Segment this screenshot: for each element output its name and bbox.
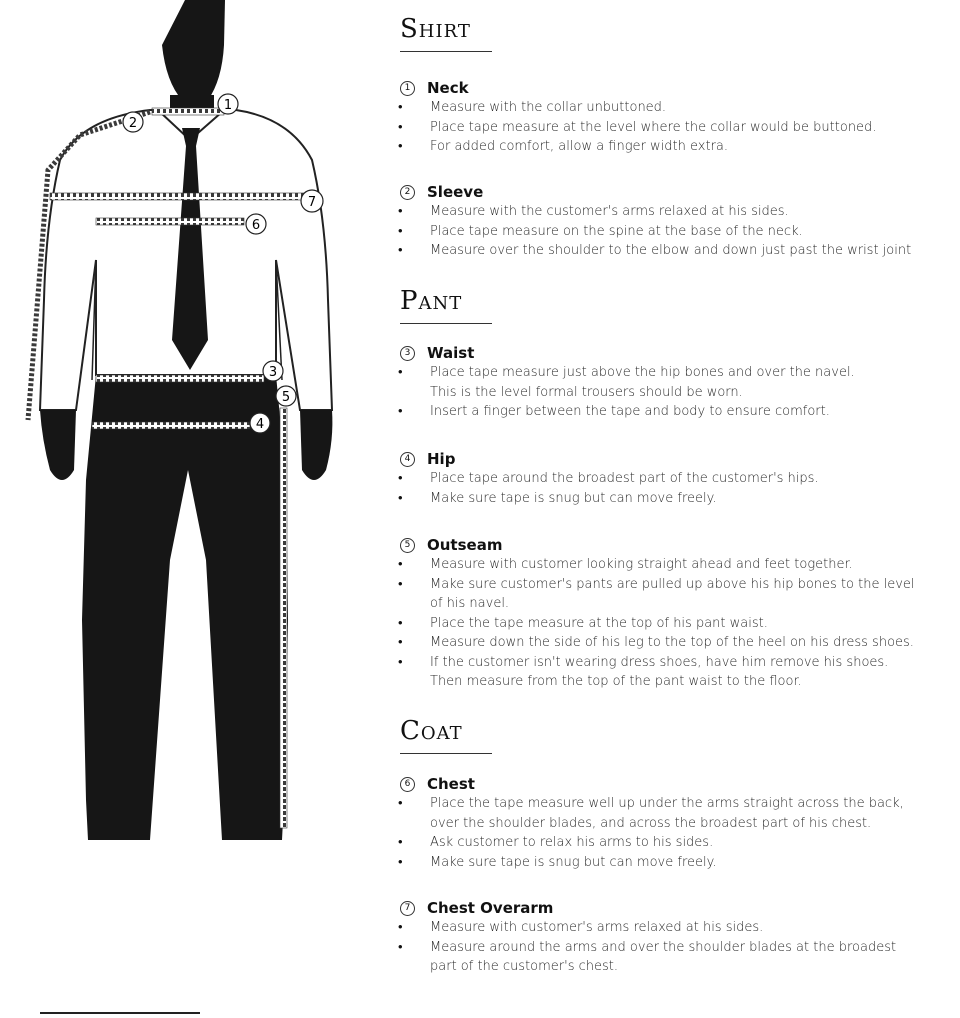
marker-3 bbox=[263, 361, 283, 381]
section-title-coat: Coat bbox=[400, 716, 463, 746]
item-waist bbox=[398, 343, 960, 422]
bullet-item: • Measure with the collar unbuttoned. bbox=[398, 98, 960, 118]
right-hand bbox=[300, 410, 332, 480]
svg-text:6: 6 bbox=[251, 218, 261, 233]
bullet-item: • Make sure customer's pants are pulled up above his hip bones to the level of his navel. bbox=[398, 575, 960, 614]
item-number-badge: 6 bbox=[400, 777, 415, 792]
section-title-shirt: Shirt bbox=[400, 14, 471, 44]
item-label: Hip bbox=[427, 450, 456, 468]
marker-7 bbox=[301, 190, 323, 212]
bottom-divider bbox=[40, 1012, 200, 1014]
bullet-list bbox=[398, 202, 960, 261]
left-hand bbox=[40, 410, 76, 480]
bullet-item: • If the customer isn't wearing dress shoes, have him remove his shoes. Then measure from the top of the pant waist to the floor. bbox=[398, 653, 960, 692]
svg-text:3: 3 bbox=[268, 365, 278, 380]
section-title-pant: Pant bbox=[400, 286, 463, 316]
bullet-item: • Measure around the arms and over the shoulder blades at the broadest part of the customer's chest. bbox=[398, 938, 960, 977]
instructions-column bbox=[398, 0, 960, 1018]
bullet-item: • Place the tape measure at the top of his pant waist. bbox=[398, 614, 960, 634]
item-number-badge: 4 bbox=[400, 452, 415, 467]
bullet-list bbox=[398, 98, 960, 157]
item-number-badge: 7 bbox=[400, 901, 415, 916]
bullet-list bbox=[398, 469, 960, 508]
item-sleeve bbox=[398, 182, 960, 261]
marker-4 bbox=[250, 413, 270, 433]
svg-text:5: 5 bbox=[281, 390, 291, 405]
item-label: Neck bbox=[427, 79, 469, 97]
svg-text:2: 2 bbox=[128, 116, 138, 131]
item-number-badge: 5 bbox=[400, 538, 415, 553]
head-silhouette bbox=[162, 0, 225, 105]
svg-text:4: 4 bbox=[255, 417, 265, 432]
bullet-item: • Measure down the side of his leg to the top of the heel on his dress shoes. bbox=[398, 633, 960, 653]
bullet-item: • Place tape around the broadest part of the customer's hips. bbox=[398, 469, 960, 489]
svg-text:1: 1 bbox=[223, 98, 233, 113]
item-outseam bbox=[398, 535, 960, 692]
item-chest bbox=[398, 774, 960, 872]
bullet-item: • Measure over the shoulder to the elbow and down just past the wrist joint bbox=[398, 241, 960, 261]
bullet-item: • Place the tape measure well up under the arms straight across the back, over the shoulder blades, and across the broadest part of his chest. bbox=[398, 794, 960, 833]
bullet-item: • Place tape measure at the level where the collar would be buttoned. bbox=[398, 118, 960, 138]
item-number-badge: 1 bbox=[400, 81, 415, 96]
trousers-silhouette bbox=[82, 375, 291, 840]
item-chest-overarm bbox=[398, 898, 960, 977]
bullet-item: • Place tape measure on the spine at the base of the neck. bbox=[398, 222, 960, 242]
item-label: Sleeve bbox=[427, 183, 484, 201]
measurement-figure bbox=[0, 0, 380, 1018]
marker-1 bbox=[218, 94, 238, 114]
bullet-item: • Make sure tape is snug but can move freely. bbox=[398, 853, 960, 873]
bullet-item: • Place tape measure just above the hip bones and over the navel. This is the level formal trousers should be worn. bbox=[398, 363, 960, 402]
item-label: Chest Overarm bbox=[427, 899, 554, 917]
bullet-list bbox=[398, 555, 960, 692]
marker-6 bbox=[246, 214, 266, 234]
item-hip bbox=[398, 449, 960, 508]
item-label: Outseam bbox=[427, 536, 503, 554]
bullet-item: • Measure with customer's arms relaxed at his sides. bbox=[398, 918, 960, 938]
bullet-item: • For added comfort, allow a finger width extra. bbox=[398, 137, 960, 157]
bullet-list bbox=[398, 794, 960, 872]
bullet-list bbox=[398, 918, 960, 977]
bullet-item: • Make sure tape is snug but can move freely. bbox=[398, 489, 960, 509]
item-label: Waist bbox=[427, 344, 475, 362]
bullet-item: • Ask customer to relax his arms to his sides. bbox=[398, 833, 960, 853]
item-label: Chest bbox=[427, 775, 475, 793]
item-number-badge: 3 bbox=[400, 346, 415, 361]
bullet-item: • Measure with the customer's arms relaxed at his sides. bbox=[398, 202, 960, 222]
bullet-item: • Measure with customer looking straight ahead and feet together. bbox=[398, 555, 960, 575]
item-number-badge: 2 bbox=[400, 185, 415, 200]
svg-text:7: 7 bbox=[307, 195, 317, 210]
marker-5 bbox=[276, 386, 296, 406]
item-neck bbox=[398, 78, 960, 157]
marker-2 bbox=[123, 112, 143, 132]
bullet-item: • Insert a finger between the tape and body to ensure comfort. bbox=[398, 402, 960, 422]
bullet-list bbox=[398, 363, 960, 422]
